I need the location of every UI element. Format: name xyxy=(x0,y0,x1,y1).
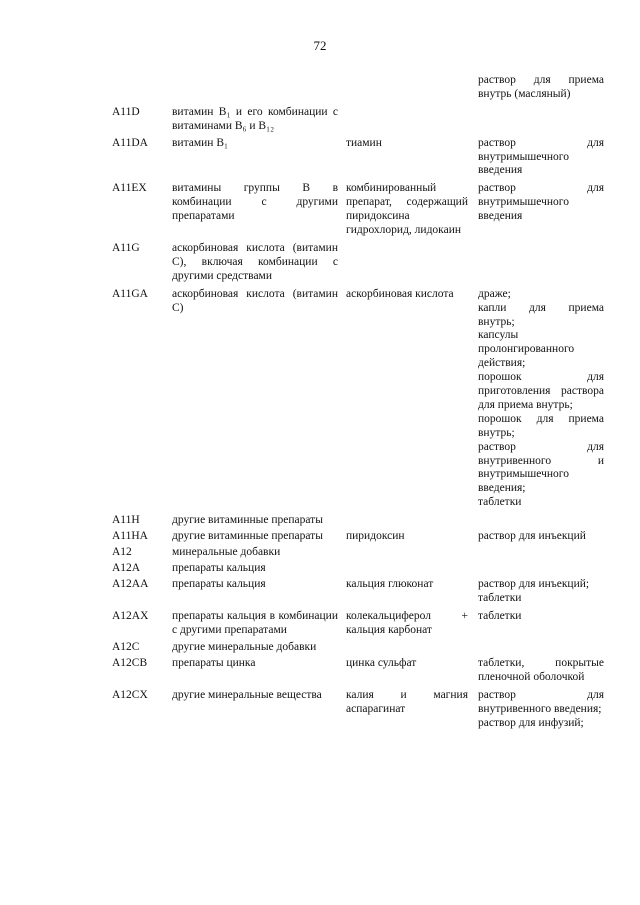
atc-code: A12AX xyxy=(112,609,149,622)
atc-code: A11DA xyxy=(112,136,148,149)
group-name: препараты цинка xyxy=(172,657,256,670)
substance-name: тиамин xyxy=(346,136,382,149)
dosage-form: капсулы пролонгированного действия; xyxy=(478,329,575,370)
table-row xyxy=(112,137,604,179)
dosage-form: раствор для внутривенного и внутримышечного введения; xyxy=(478,440,604,495)
group-name: витамин B₁ xyxy=(172,136,228,149)
dosage-forms xyxy=(478,610,604,624)
substance-name: цинка сульфат xyxy=(346,657,417,670)
atc-code: A12C xyxy=(112,641,140,654)
atc-code: A12CX xyxy=(112,689,148,702)
dosage-form: раствор для приема внутрь (масляный) xyxy=(478,74,604,100)
table-row xyxy=(112,182,604,238)
table-row xyxy=(112,530,604,544)
table-row xyxy=(112,288,604,511)
group-name: другие витаминные препараты xyxy=(172,514,323,527)
table-row xyxy=(112,657,604,685)
dosage-form: драже; xyxy=(478,287,511,300)
group-name: витамин B₁ и его комбинации с витаминами B₆ и B₁₂ xyxy=(172,105,338,132)
group-name: аскорбиновая кислота (витамин C) xyxy=(172,287,338,314)
dosage-form: порошок для приема внутрь; xyxy=(478,412,604,439)
dosage-form: раствор для инъекций; xyxy=(478,577,590,590)
dosage-form: таблетки xyxy=(478,496,522,509)
dosage-forms xyxy=(478,657,604,685)
group-name: препараты кальция xyxy=(172,577,266,590)
atc-code: A12CB xyxy=(112,657,148,670)
dosage-form: капли для приема внутрь; xyxy=(478,301,604,328)
atc-code: A11EX xyxy=(112,182,147,195)
atc-code: A11G xyxy=(112,241,140,254)
dosage-form: раствор для инфузий; xyxy=(478,716,584,729)
substance-name: колекальциферол + кальция карбонат xyxy=(346,609,468,636)
dosage-form: раствор для инъекций xyxy=(478,530,586,543)
table-row xyxy=(112,641,604,655)
table-row xyxy=(112,106,604,134)
atc-code: A12 xyxy=(112,546,132,558)
substance-name: кальция глюконат xyxy=(346,577,434,590)
atc-code: A12AA xyxy=(112,577,149,590)
dosage-forms xyxy=(478,182,604,224)
table-row xyxy=(112,74,604,102)
dosage-form: раствор для внутримышечного введения xyxy=(478,136,604,177)
atc-code: A11D xyxy=(112,105,140,118)
dosage-forms xyxy=(478,74,604,102)
dosage-form: таблетки xyxy=(478,591,522,604)
group-name: другие витаминные препараты xyxy=(172,530,323,543)
dosage-form: таблетки xyxy=(478,609,522,622)
group-name: препараты кальция xyxy=(172,561,266,574)
dosage-form: раствор для внутривенного введения; xyxy=(478,689,604,716)
substance-name: комбинированный препарат, содержащий пиридоксина гидрохлорид, лидокаин xyxy=(346,182,468,237)
substance-name: аскорбиновая кислота xyxy=(346,287,454,300)
page-number: 72 xyxy=(313,38,327,53)
atc-code: A11GA xyxy=(112,287,148,300)
table-row xyxy=(112,689,604,731)
group-name: витамины группы B в комбинации с другими препаратами xyxy=(172,182,338,223)
table-row xyxy=(112,546,604,560)
dosage-form: таблетки, покрытые пленочной оболочкой xyxy=(478,657,604,684)
atc-code: A11H xyxy=(112,514,140,527)
drug-table xyxy=(112,74,604,731)
table-row xyxy=(112,578,604,606)
table-row xyxy=(112,514,604,528)
dosage-form: порошок для приготовления раствора для приема внутрь; xyxy=(478,371,604,411)
dosage-forms xyxy=(478,530,604,544)
table-row xyxy=(112,242,604,284)
group-name: аскорбиновая кислота (витамин C), включая комбинации с другими средствами xyxy=(172,241,338,282)
group-name: препараты кальция в комбинации с другими препаратами xyxy=(172,609,338,636)
atc-code: A11HA xyxy=(112,530,148,543)
dosage-forms xyxy=(478,137,604,179)
group-name: другие минеральные вещества xyxy=(172,689,322,702)
substance-name: калия и магния аспарагинат xyxy=(346,689,468,716)
atc-code: A12A xyxy=(112,561,141,574)
group-name: другие минеральные добавки xyxy=(172,641,317,654)
table-row xyxy=(112,610,604,638)
group-name: минеральные добавки xyxy=(172,546,281,558)
dosage-forms xyxy=(478,578,604,606)
dosage-forms xyxy=(478,689,604,731)
substance-name: пиридоксин xyxy=(346,530,405,543)
dosage-forms xyxy=(478,288,604,511)
dosage-form: раствор для внутримышечного введения xyxy=(478,182,604,223)
table-row xyxy=(112,562,604,576)
